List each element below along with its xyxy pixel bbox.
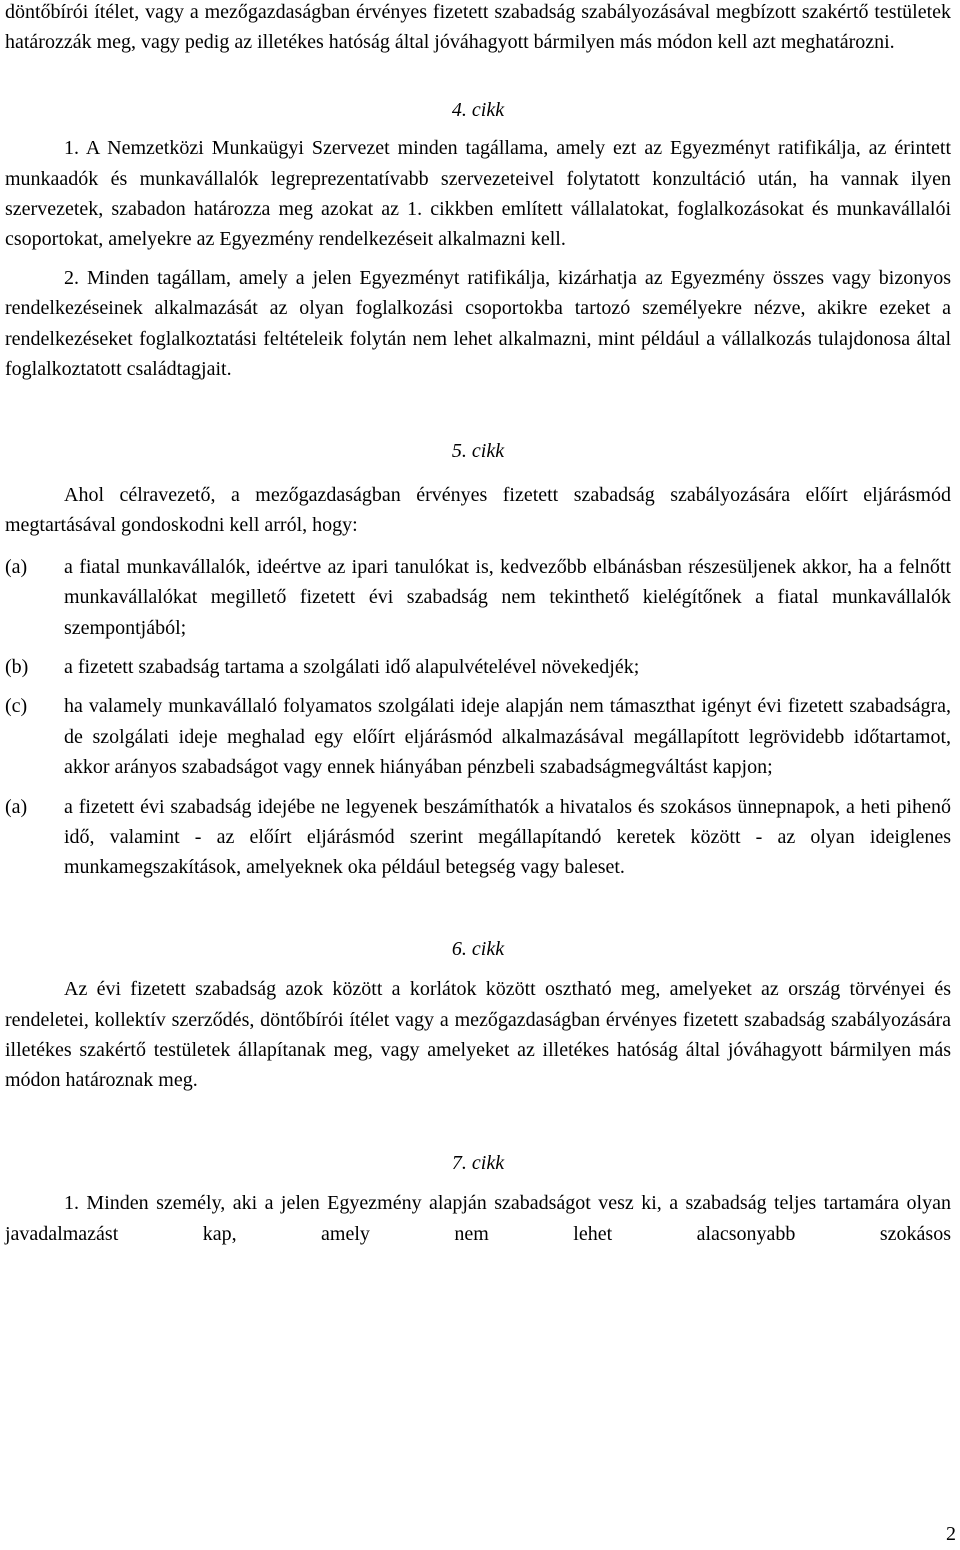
list-item-label: (c) bbox=[5, 695, 28, 718]
article-6-heading: 6. cikk bbox=[451, 937, 505, 960]
document-page bbox=[5, 0, 951, 1249]
list-item-text: a fiatal munkavállalók, ideértve az ipari tanulókat is, kedvezőbb elbánásban részesüljenek akkor, ha a felnőtt munkavállalókat megillető fizetett évi szabadság nem tekinthető kielégítőnek a fiatal munkavállalók szempontjából; bbox=[64, 555, 951, 639]
list-item-label: (a) bbox=[5, 795, 28, 818]
list-item bbox=[5, 552, 951, 643]
article-5-intro: Ahol célravezető, a mezőgazdaságban érvényes fizetett szabadság szabályozására előírt eljárásmód megtartásával gondoskodni kell arról, hogy: bbox=[5, 483, 951, 537]
list-item-text: a fizetett szabadság tartama a szolgálati idő alapulvételével növekedjék; bbox=[64, 655, 640, 678]
list-item-text: a fizetett évi szabadság idejébe ne legyenek beszámíthatók a hivatalos és szokásos ünnepnapok, a heti pihenő idő, valamint - az előírt eljárásmód szerint megállapítandó keretek között - az olyan ideiglenes munkamegszakítások, amelyeknek oka például betegség vagy baleset. bbox=[64, 795, 951, 879]
article-4-paragraph-2: 2. Minden tagállam, amely a jelen Egyezményt ratifikálja, kizárhatja az Egyezmény összes vagy bizonyos rendelkezéseinek alkalmazását az olyan foglalkozási csoportokba tartozó személyekre nézve, akikre ezeket a rendelkezéseket foglalkoztatási feltételeik folytán nem lehet alkalmazni, mint például a vállalkozás tulajdonosa által foglalkoztatott családtagjait. bbox=[5, 266, 951, 381]
list-item bbox=[5, 652, 951, 682]
article-4-heading: 4. cikk bbox=[451, 98, 505, 121]
page-number: 2 bbox=[946, 1523, 956, 1545]
article-7-heading: 7. cikk bbox=[451, 1151, 505, 1174]
list-item-label: (a) bbox=[5, 555, 28, 578]
article-6-paragraph: Az évi fizetett szabadság azok között a korlátok között osztható meg, amelyeket az ország törvényei és rendeletei, kollektív szerződés, döntőbírói ítélet vagy a mezőgazdaságban érvényes fizetett szabadság szabályozására illetékes szakértő testületek állapítanak meg, vagy amelyeket az illetékes hatóság által jóváhagyott bármilyen más módon határoznak meg. bbox=[5, 978, 951, 1092]
article-7-paragraph-1: 1. Minden személy, aki a jelen Egyezmény alapján szabadságot vesz ki, a szabadság teljes tartamára olyan javadalmazást kap, amely nem lehet alacsonyabb szokásos bbox=[5, 1192, 951, 1245]
article-4-paragraph-1: 1. A Nemzetközi Munkaügyi Szervezet minden tagállama, amely ezt az Egyezményt ratifikálja, az érintett munkaadók és munkavállalók legreprezentatívabb szervezeteivel folytatott konzultáció után, ha vannak ilyen szervezetek, szabadon határozza meg azokat az 1. cikkben említett vállalatokat, foglalkozásokat és munkavállalói csoportokat, amelyekre az Egyezmény rendelkezéseit alkalmazni kell. bbox=[5, 137, 951, 251]
list-item-text: ha valamely munkavállaló folyamatos szolgálati ideje alapján nem támaszthat igényt évi fizetett szabadságra, de szolgálati ideje meghalad egy előírt eljárásmód alkalmazásával megállapított legrövidebb időtartamot, akkor arányos szabadságot vagy ennek hiányában pénzbeli szabadságmegváltást kapjon; bbox=[64, 695, 951, 779]
list-item bbox=[5, 691, 951, 782]
list-item bbox=[5, 792, 951, 883]
intro-paragraph: döntőbírói ítélet, vagy a mezőgazdaságban érvényes fizetett szabadság szabályozásával megbízott szakértő testületek határozzák meg, vagy pedig az illetékes hatóság által jóváhagyott bármilyen más módon kell azt meghatározni. bbox=[5, 1, 951, 54]
list-item-label: (b) bbox=[5, 655, 29, 678]
article-5-heading: 5. cikk bbox=[451, 440, 505, 463]
